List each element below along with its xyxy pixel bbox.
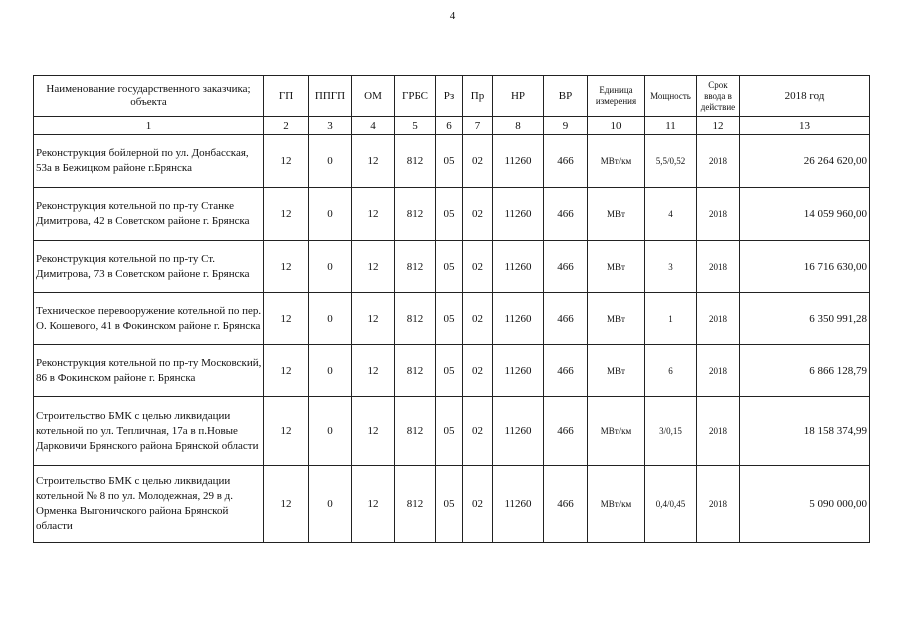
term-cell: 2018 [697, 135, 740, 188]
column-number: 3 [309, 117, 352, 135]
power-cell: 5,5/0,52 [645, 135, 697, 188]
page-number: 4 [449, 10, 456, 22]
rz-cell: 05 [436, 397, 463, 466]
nr-cell: 11260 [493, 241, 544, 293]
grbs-cell: 812 [395, 241, 436, 293]
header-cell-year: 2018 год [740, 76, 870, 117]
vr-cell: 466 [544, 466, 588, 543]
object-name: Строительство БМК с целью ликвидации котельной № 8 по ул. Молодежная, 29 в д. Орменка Выгоничского района Брянской области [34, 466, 264, 543]
term-cell: 2018 [697, 293, 740, 345]
rz-cell: 05 [436, 345, 463, 397]
gp-cell: 12 [264, 397, 309, 466]
pr-cell: 02 [463, 135, 493, 188]
gp-cell: 12 [264, 135, 309, 188]
rz-cell: 05 [436, 188, 463, 241]
grbs-cell: 812 [395, 135, 436, 188]
power-cell: 3 [645, 241, 697, 293]
ppgp-cell: 0 [309, 188, 352, 241]
pr-cell: 02 [463, 241, 493, 293]
pr-cell: 02 [463, 397, 493, 466]
term-cell: 2018 [697, 345, 740, 397]
grbs-cell: 812 [395, 345, 436, 397]
power-cell: 4 [645, 188, 697, 241]
header-cell-grbs: ГРБС [395, 76, 436, 117]
grbs-cell: 812 [395, 188, 436, 241]
unit-cell: МВт [588, 345, 645, 397]
grbs-cell: 812 [395, 466, 436, 543]
nr-cell: 11260 [493, 135, 544, 188]
term-cell: 2018 [697, 241, 740, 293]
nr-cell: 11260 [493, 293, 544, 345]
om-cell: 12 [352, 397, 395, 466]
gp-cell: 12 [264, 293, 309, 345]
ppgp-cell: 0 [309, 397, 352, 466]
vr-cell: 466 [544, 293, 588, 345]
vr-cell: 466 [544, 241, 588, 293]
object-name: Реконструкция котельной по пр-ту Станке Димитрова, 42 в Советском районе г. Брянска [34, 188, 264, 241]
header-row [34, 76, 870, 117]
column-number: 4 [352, 117, 395, 135]
unit-cell: МВт/км [588, 135, 645, 188]
ppgp-cell: 0 [309, 293, 352, 345]
nr-cell: 11260 [493, 466, 544, 543]
grbs-cell: 812 [395, 397, 436, 466]
rz-cell: 05 [436, 466, 463, 543]
column-number: 8 [493, 117, 544, 135]
table-row [34, 188, 870, 241]
column-number: 2 [264, 117, 309, 135]
power-cell: 0,4/0,45 [645, 466, 697, 543]
table-row [34, 397, 870, 466]
column-number: 1 [34, 117, 264, 135]
unit-cell: МВт/км [588, 397, 645, 466]
term-cell: 2018 [697, 397, 740, 466]
column-number: 10 [588, 117, 645, 135]
budget-table [33, 75, 870, 543]
rz-cell: 05 [436, 135, 463, 188]
amount-cell: 14 059 960,00 [740, 188, 870, 241]
gp-cell: 12 [264, 188, 309, 241]
amount-cell: 26 264 620,00 [740, 135, 870, 188]
column-number: 6 [436, 117, 463, 135]
pr-cell: 02 [463, 188, 493, 241]
column-number: 7 [463, 117, 493, 135]
column-number: 12 [697, 117, 740, 135]
header-cell-pr: Пр [463, 76, 493, 117]
pr-cell: 02 [463, 293, 493, 345]
column-number-row [34, 117, 870, 135]
amount-cell: 5 090 000,00 [740, 466, 870, 543]
table-row [34, 345, 870, 397]
term-cell: 2018 [697, 188, 740, 241]
term-cell: 2018 [697, 466, 740, 543]
table-row [34, 135, 870, 188]
vr-cell: 466 [544, 345, 588, 397]
header-cell-term: Срок ввода в действие [697, 76, 740, 117]
grbs-cell: 812 [395, 293, 436, 345]
om-cell: 12 [352, 241, 395, 293]
vr-cell: 466 [544, 397, 588, 466]
object-name: Строительство БМК с целью ликвидации котельной по ул. Тепличная, 17а в п.Новые Дарковичи Брянского района Брянской области [34, 397, 264, 466]
ppgp-cell: 0 [309, 135, 352, 188]
unit-cell: МВт [588, 188, 645, 241]
nr-cell: 11260 [493, 345, 544, 397]
ppgp-cell: 0 [309, 241, 352, 293]
column-number: 11 [645, 117, 697, 135]
vr-cell: 466 [544, 135, 588, 188]
header-cell-power: Мощность [645, 76, 697, 117]
ppgp-cell: 0 [309, 345, 352, 397]
nr-cell: 11260 [493, 188, 544, 241]
amount-cell: 6 866 128,79 [740, 345, 870, 397]
pr-cell: 02 [463, 345, 493, 397]
om-cell: 12 [352, 188, 395, 241]
om-cell: 12 [352, 345, 395, 397]
header-cell-unit: Единица измерения [588, 76, 645, 117]
object-name: Техническое перевооружение котельной по пер. О. Кошевого, 41 в Фокинском районе г. Брянска [34, 293, 264, 345]
table-row [34, 293, 870, 345]
unit-cell: МВт [588, 293, 645, 345]
header-cell-om: ОМ [352, 76, 395, 117]
column-number: 5 [395, 117, 436, 135]
pr-cell: 02 [463, 466, 493, 543]
table-row [34, 241, 870, 293]
ppgp-cell: 0 [309, 466, 352, 543]
vr-cell: 466 [544, 188, 588, 241]
gp-cell: 12 [264, 241, 309, 293]
power-cell: 6 [645, 345, 697, 397]
amount-cell: 18 158 374,99 [740, 397, 870, 466]
header-cell-nr: НР [493, 76, 544, 117]
rz-cell: 05 [436, 293, 463, 345]
column-number: 9 [544, 117, 588, 135]
column-number: 13 [740, 117, 870, 135]
header-cell-name: Наименование государственного заказчика; объекта [34, 76, 264, 117]
unit-cell: МВт [588, 241, 645, 293]
amount-cell: 6 350 991,28 [740, 293, 870, 345]
om-cell: 12 [352, 466, 395, 543]
unit-cell: МВт/км [588, 466, 645, 543]
object-name: Реконструкция бойлерной по ул. Донбасская, 53а в Бежицком районе г.Брянска [34, 135, 264, 188]
header-cell-gp: ГП [264, 76, 309, 117]
header-cell-rz: Рз [436, 76, 463, 117]
object-name: Реконструкция котельной по пр-ту Московский, 86 в Фокинском районе г. Брянска [34, 345, 264, 397]
object-name: Реконструкция котельной по пр-ту Ст. Димитрова, 73 в Советском районе г. Брянска [34, 241, 264, 293]
header-cell-vr: ВР [544, 76, 588, 117]
om-cell: 12 [352, 135, 395, 188]
power-cell: 3/0,15 [645, 397, 697, 466]
nr-cell: 11260 [493, 397, 544, 466]
rz-cell: 05 [436, 241, 463, 293]
gp-cell: 12 [264, 345, 309, 397]
table-row [34, 466, 870, 543]
power-cell: 1 [645, 293, 697, 345]
header-cell-ppgp: ППГП [309, 76, 352, 117]
om-cell: 12 [352, 293, 395, 345]
amount-cell: 16 716 630,00 [740, 241, 870, 293]
gp-cell: 12 [264, 466, 309, 543]
